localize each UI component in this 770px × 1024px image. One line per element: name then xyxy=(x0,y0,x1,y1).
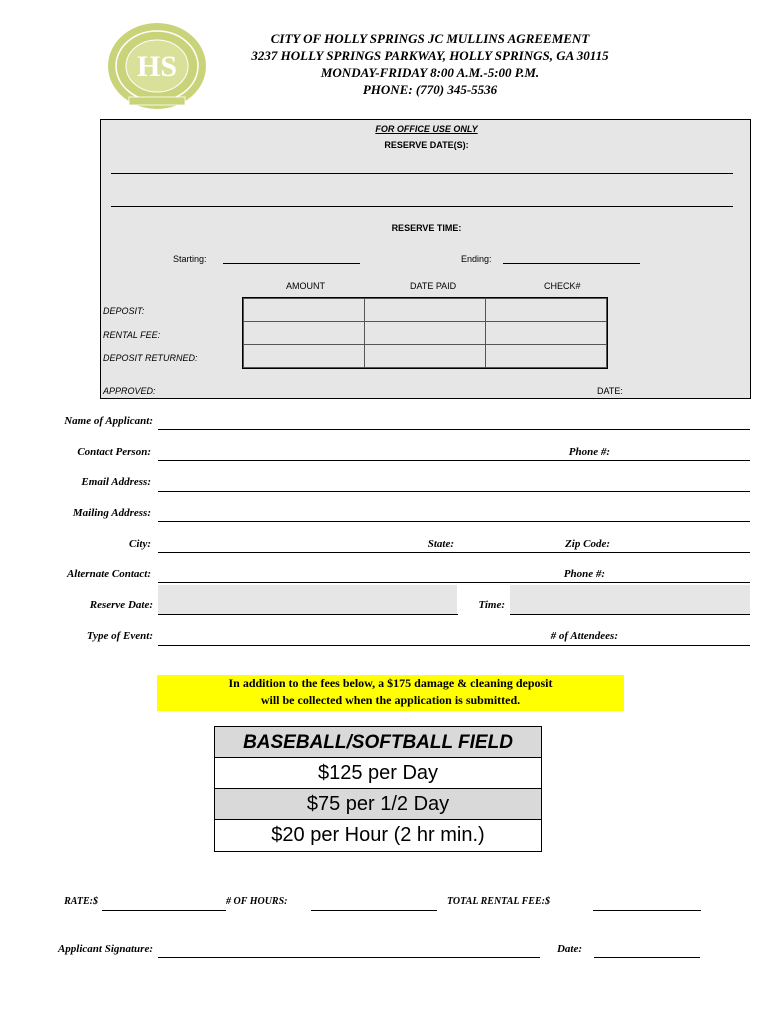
deposit-returned-label: DEPOSIT RETURNED: xyxy=(103,353,198,363)
fee-per-day: $125 per Day xyxy=(215,758,541,789)
reserve-date-label: Reserve Date: xyxy=(89,599,153,611)
rate-label: RATE:$ xyxy=(64,896,98,907)
form-header xyxy=(230,30,630,98)
office-hours: MONDAY-FRIDAY 8:00 A.M.-5:00 P.M. xyxy=(320,65,540,80)
col-amount: AMOUNT xyxy=(286,281,325,291)
fee-per-hour: $20 per Hour (2 hr min.) xyxy=(271,824,485,846)
deposit-notice-line-1: In addition to the fees below, a $175 damage & cleaning deposit xyxy=(228,676,553,690)
deposit-notice xyxy=(157,675,624,711)
starting-line[interactable] xyxy=(223,263,360,264)
returned-check-cell[interactable] xyxy=(486,345,607,368)
col-check: CHECK# xyxy=(544,281,581,291)
time-label: Time: xyxy=(478,599,505,611)
reserve-dates-label: RESERVE DATE(S): xyxy=(384,140,469,150)
attendees-label: # of Attendees: xyxy=(550,630,618,642)
contact-person-label: Contact Person: xyxy=(77,446,151,458)
form-address: 3237 HOLLY SPRINGS PARKWAY, HOLLY SPRINGS, GA 30115 xyxy=(251,48,609,63)
office-date-label: DATE: xyxy=(597,386,623,396)
total-rental-fee-field[interactable] xyxy=(593,910,701,911)
contact-person-field[interactable] xyxy=(158,460,750,461)
fee-table-title: BASEBALL/SOFTBALL FIELD xyxy=(215,727,541,758)
office-use-heading: FOR OFFICE USE ONLY xyxy=(375,124,478,134)
deposit-notice-line-2: will be collected when the application is submitted. xyxy=(260,693,521,707)
alternate-contact-label: Alternate Contact: xyxy=(66,568,151,580)
alternate-contact-field[interactable] xyxy=(158,582,750,583)
rental-check-cell[interactable] xyxy=(486,322,607,345)
office-use-box xyxy=(100,119,751,399)
returned-amount-cell[interactable] xyxy=(244,345,365,368)
phone-label: Phone #: xyxy=(568,446,610,458)
deposit-check-cell[interactable] xyxy=(486,299,607,322)
deposit-date-cell[interactable] xyxy=(365,299,486,322)
mailing-address-field[interactable] xyxy=(158,521,750,522)
alternate-phone-label: Phone #: xyxy=(563,568,605,580)
rental-fee-label: RENTAL FEE: xyxy=(103,330,161,340)
applicant-signature-field[interactable] xyxy=(158,957,540,958)
email-label: Email Address: xyxy=(81,476,151,488)
name-of-applicant-label: Name of Applicant: xyxy=(64,415,153,427)
signature-date-field[interactable] xyxy=(594,957,700,958)
email-field[interactable] xyxy=(158,491,750,492)
total-rental-fee-label: TOTAL RENTAL FEE:$ xyxy=(447,896,550,907)
approved-label: APPROVED: xyxy=(103,386,156,396)
reserve-time-label: RESERVE TIME: xyxy=(391,223,462,233)
payment-grid xyxy=(242,297,608,369)
hours-field[interactable] xyxy=(311,910,437,911)
mailing-address-label: Mailing Address: xyxy=(72,507,151,519)
reserve-date-shaded-box[interactable] xyxy=(158,585,457,614)
form-title: CITY OF HOLLY SPRINGS JC MULLINS AGREEMENT xyxy=(270,31,590,46)
reserve-date-line-1[interactable] xyxy=(111,173,733,174)
reserve-date-line-2[interactable] xyxy=(111,206,733,207)
office-phone: PHONE: (770) 345-5536 xyxy=(362,82,498,97)
svg-text:HS: HS xyxy=(136,50,178,83)
fee-per-half-day: $75 per 1/2 Day xyxy=(215,789,541,820)
deposit-amount-cell[interactable] xyxy=(244,299,365,322)
city-seal-logo xyxy=(107,22,207,110)
type-of-event-label: Type of Event: xyxy=(86,630,153,642)
time-field[interactable] xyxy=(510,614,750,615)
col-date-paid: DATE PAID xyxy=(410,281,457,291)
starting-label: Starting: xyxy=(173,254,207,264)
rental-amount-cell[interactable] xyxy=(244,322,365,345)
hours-label: # OF HOURS: xyxy=(226,896,288,907)
zip-code-label: Zip Code: xyxy=(565,538,610,550)
ending-label: Ending: xyxy=(461,254,492,264)
rental-date-cell[interactable] xyxy=(365,322,486,345)
reserve-date-field[interactable] xyxy=(158,614,458,615)
city-state-zip-field[interactable] xyxy=(158,552,750,553)
signature-date-label: Date: xyxy=(556,943,582,955)
deposit-label: DEPOSIT: xyxy=(103,306,145,316)
state-label: State: xyxy=(427,538,454,550)
rate-field[interactable] xyxy=(102,910,226,911)
fee-table xyxy=(214,726,542,852)
returned-date-cell[interactable] xyxy=(365,345,486,368)
time-shaded-box[interactable] xyxy=(510,585,750,614)
city-label: City: xyxy=(129,538,151,550)
applicant-signature-label: Applicant Signature: xyxy=(57,943,153,955)
type-of-event-field[interactable] xyxy=(158,645,750,646)
name-of-applicant-field[interactable] xyxy=(158,429,750,430)
ending-line[interactable] xyxy=(503,263,640,264)
